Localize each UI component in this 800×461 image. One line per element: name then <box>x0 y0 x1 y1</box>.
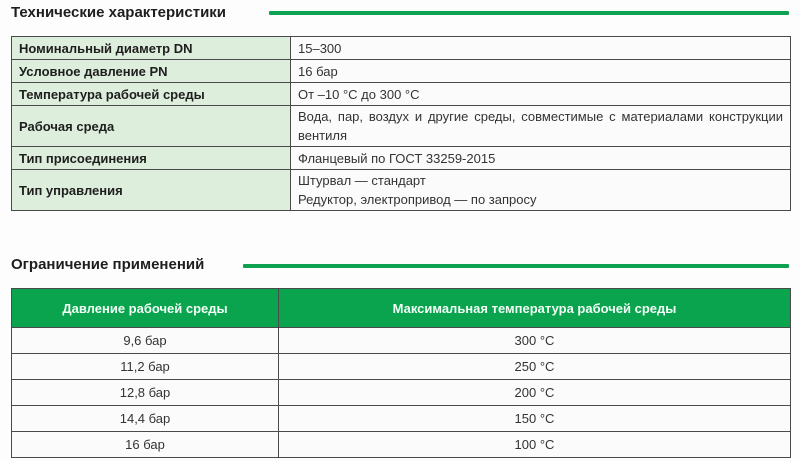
spec-value: Фланцевый по ГОСТ 33259-2015 <box>291 147 791 170</box>
limits-table <box>11 288 791 458</box>
table-row <box>12 432 791 458</box>
pressure-cell: 11,2 бар <box>12 354 279 380</box>
temperature-cell: 200 °С <box>279 380 791 406</box>
limits-title-divider <box>243 264 789 268</box>
temperature-cell: 250 °С <box>279 354 791 380</box>
table-row <box>12 380 791 406</box>
column-header-pressure: Давление рабочей среды <box>12 289 279 328</box>
specs-title-text: Технические характеристики <box>11 4 227 21</box>
spec-label: Рабочая среда <box>12 106 291 147</box>
spec-label: Номинальный диаметр DN <box>12 37 291 60</box>
table-row <box>12 60 791 83</box>
temperature-cell: 300 °С <box>279 328 791 354</box>
spec-label: Условное давление PN <box>12 60 291 83</box>
spec-value: Вода, пар, воздух и другие среды, совместимые с материалами конструкции вентиля <box>291 106 791 147</box>
table-row <box>12 37 791 60</box>
specs-title-divider <box>269 11 789 15</box>
table-row <box>12 406 791 432</box>
spec-value: 16 бар <box>291 60 791 83</box>
table-row <box>12 328 791 354</box>
limits-title-text: Ограничение применений <box>11 256 205 273</box>
table-row <box>12 147 791 170</box>
pressure-cell: 16 бар <box>12 432 279 458</box>
spec-value-line: Штурвал — стандарт <box>298 173 426 188</box>
spec-label: Тип управления <box>12 170 291 211</box>
section-title-limits <box>11 256 204 273</box>
spec-value <box>291 170 791 211</box>
spec-value-line: Редуктор, электропривод — по запросу <box>298 192 537 207</box>
section-title-specs <box>11 4 226 21</box>
spec-value: От –10 °С до 300 °С <box>291 83 791 106</box>
pressure-cell: 9,6 бар <box>12 328 279 354</box>
spec-value: 15–300 <box>291 37 791 60</box>
temperature-cell: 150 °С <box>279 406 791 432</box>
table-row <box>12 354 791 380</box>
pressure-cell: 12,8 бар <box>12 380 279 406</box>
column-header-temperature: Максимальная температура рабочей среды <box>279 289 791 328</box>
temperature-cell: 100 °С <box>279 432 791 458</box>
specs-table <box>11 36 791 211</box>
table-row <box>12 170 791 211</box>
table-row <box>12 83 791 106</box>
spec-label: Температура рабочей среды <box>12 83 291 106</box>
pressure-cell: 14,4 бар <box>12 406 279 432</box>
spec-label: Тип присоединения <box>12 147 291 170</box>
table-row <box>12 106 791 147</box>
table-header-row <box>12 289 791 328</box>
